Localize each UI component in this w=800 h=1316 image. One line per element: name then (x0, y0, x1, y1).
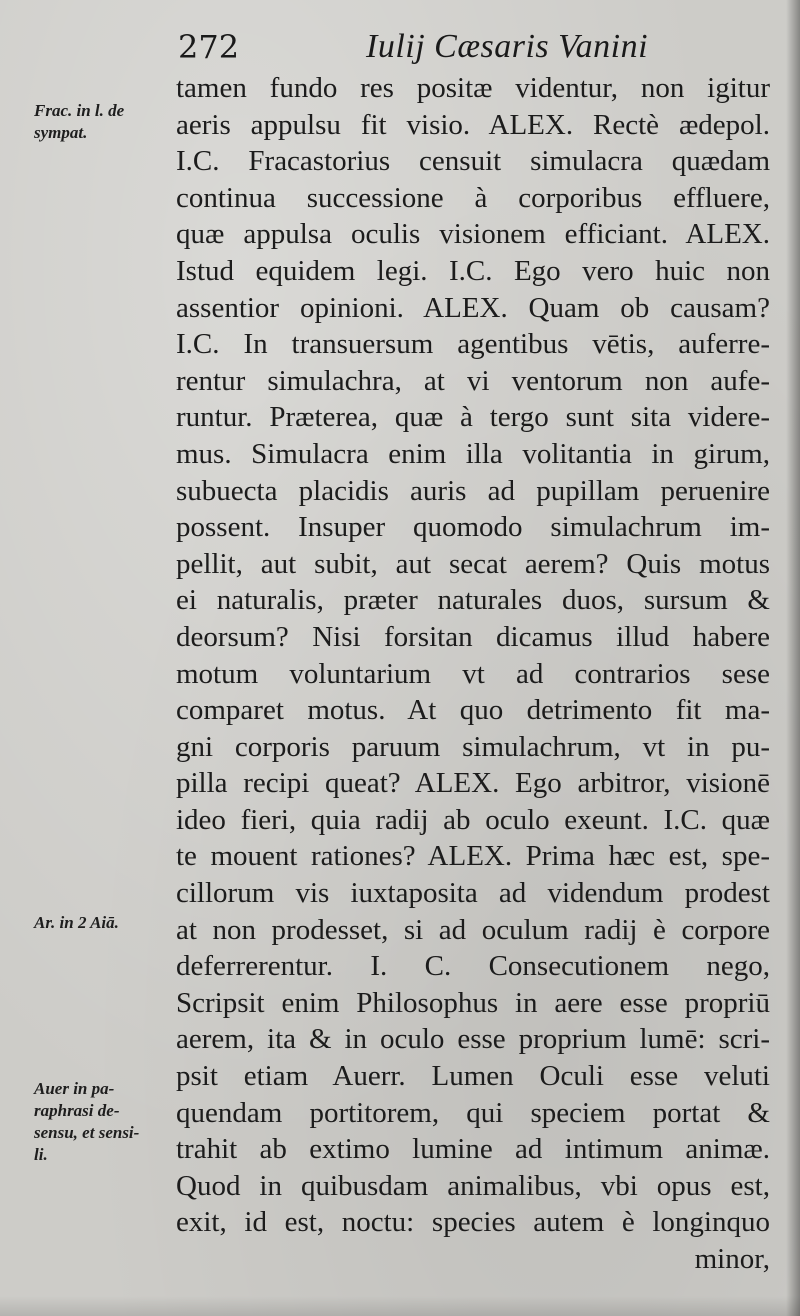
text-line: Istud equidem legi. I.C. Ego vero huic non (176, 254, 770, 287)
text-line: I.C. In transuersum agentibus vētis, auferre- (176, 328, 770, 361)
text-line: aeris appulsu fit visio. ALEX. Rectè ædepol. (176, 108, 770, 141)
margin-note-line: li. (34, 1145, 48, 1164)
text-line: tamen fundo res positæ videntur, non igitur (176, 72, 770, 104)
text-line: at non prodesset, si ad oculum radij è corpore (176, 913, 770, 946)
text-line: pilla recipi queat? ALEX. Ego arbitror, visionē (176, 767, 770, 800)
text-line: quendam portitorem, qui speciem portat & (176, 1096, 770, 1129)
text-line: psit etiam Auerr. Lumen Oculi esse veluti (176, 1060, 770, 1093)
margin-note-line: sympat. (34, 123, 88, 142)
text-line: ideo fieri, quia radij ab oculo exeunt. I.C. quæ (176, 803, 770, 836)
text-line: continua successione à corporibus effluere, (176, 181, 770, 214)
text-line: ei naturalis, præter naturales duos, sursum & (176, 584, 770, 617)
text-line: deferrerentur. I. C. Consecutionem nego, (176, 950, 770, 983)
text-line: runtur. Præterea, quæ à tergo sunt sita videre- (176, 401, 770, 434)
margin-note-line: sensu, et sensi- (34, 1123, 140, 1142)
text-line: gni corporis paruum simulachrum, vt in pu- (176, 730, 770, 763)
text-line: te mouent rationes? ALEX. Prima hæc est, spe- (176, 840, 770, 873)
text-line: exit, id est, noctu: species autem è longinquo (176, 1206, 770, 1239)
text-line: subuecta placidis auris ad pupillam peruenire (176, 474, 770, 507)
page-number: 272 (178, 28, 240, 66)
margin-note-line: Ar. in 2 Aiā. (34, 913, 119, 932)
margin-note-fracastorius (34, 100, 124, 144)
text-line: minor, (694, 1243, 770, 1275)
margin-note-line: Auer in pa- (34, 1079, 115, 1098)
text-line: Quod in quibusdam animalibus, vbi opus est, (176, 1169, 770, 1202)
body-text (176, 70, 770, 1278)
margin-note-line: raphrasi de- (34, 1101, 120, 1120)
text-line: I.C. Fracastorius censuit simulacra quædam (176, 145, 770, 178)
text-line: pellit, aut subit, aut secat aerem? Quis motus (176, 547, 770, 580)
text-line: assentior opinioni. ALEX. Quam ob causam? (176, 291, 770, 324)
text-line: trahit ab extimo lumine ad intimum animæ. (176, 1133, 770, 1166)
text-line: possent. Insuper quomodo simulachrum im- (176, 511, 770, 544)
text-line: quæ appulsa oculis visionem efficiant. ALEX. (176, 218, 770, 251)
margin-note-line: Frac. in l. de (34, 101, 125, 120)
text-line: aerem, ita & in oculo esse proprium lumē: scri- (176, 1023, 770, 1056)
page-spine-shadow (786, 0, 800, 1316)
text-line: cillorum vis iuxtaposita ad videndum prodest (176, 877, 770, 910)
text-line: motum voluntarium vt ad contrarios sese (176, 657, 770, 690)
text-line: mus. Simulacra enim illa volitantia in girum, (176, 437, 770, 470)
margin-note-aristotle (34, 912, 119, 934)
running-head: Iulij Cæsaris Vanini (366, 28, 649, 65)
margin-note-averroes (34, 1078, 139, 1166)
text-line: deorsum? Nisi forsitan dicamus illud habere (176, 620, 770, 653)
text-line: comparet motus. At quo detrimento fit ma- (176, 694, 770, 727)
text-line: rentur simulachra, at vi ventorum non aufe- (176, 364, 770, 397)
page-bottom-shadow (0, 1296, 800, 1316)
page-header (178, 24, 758, 70)
text-line: Scripsit enim Philosophus in aere esse propriū (176, 986, 770, 1019)
